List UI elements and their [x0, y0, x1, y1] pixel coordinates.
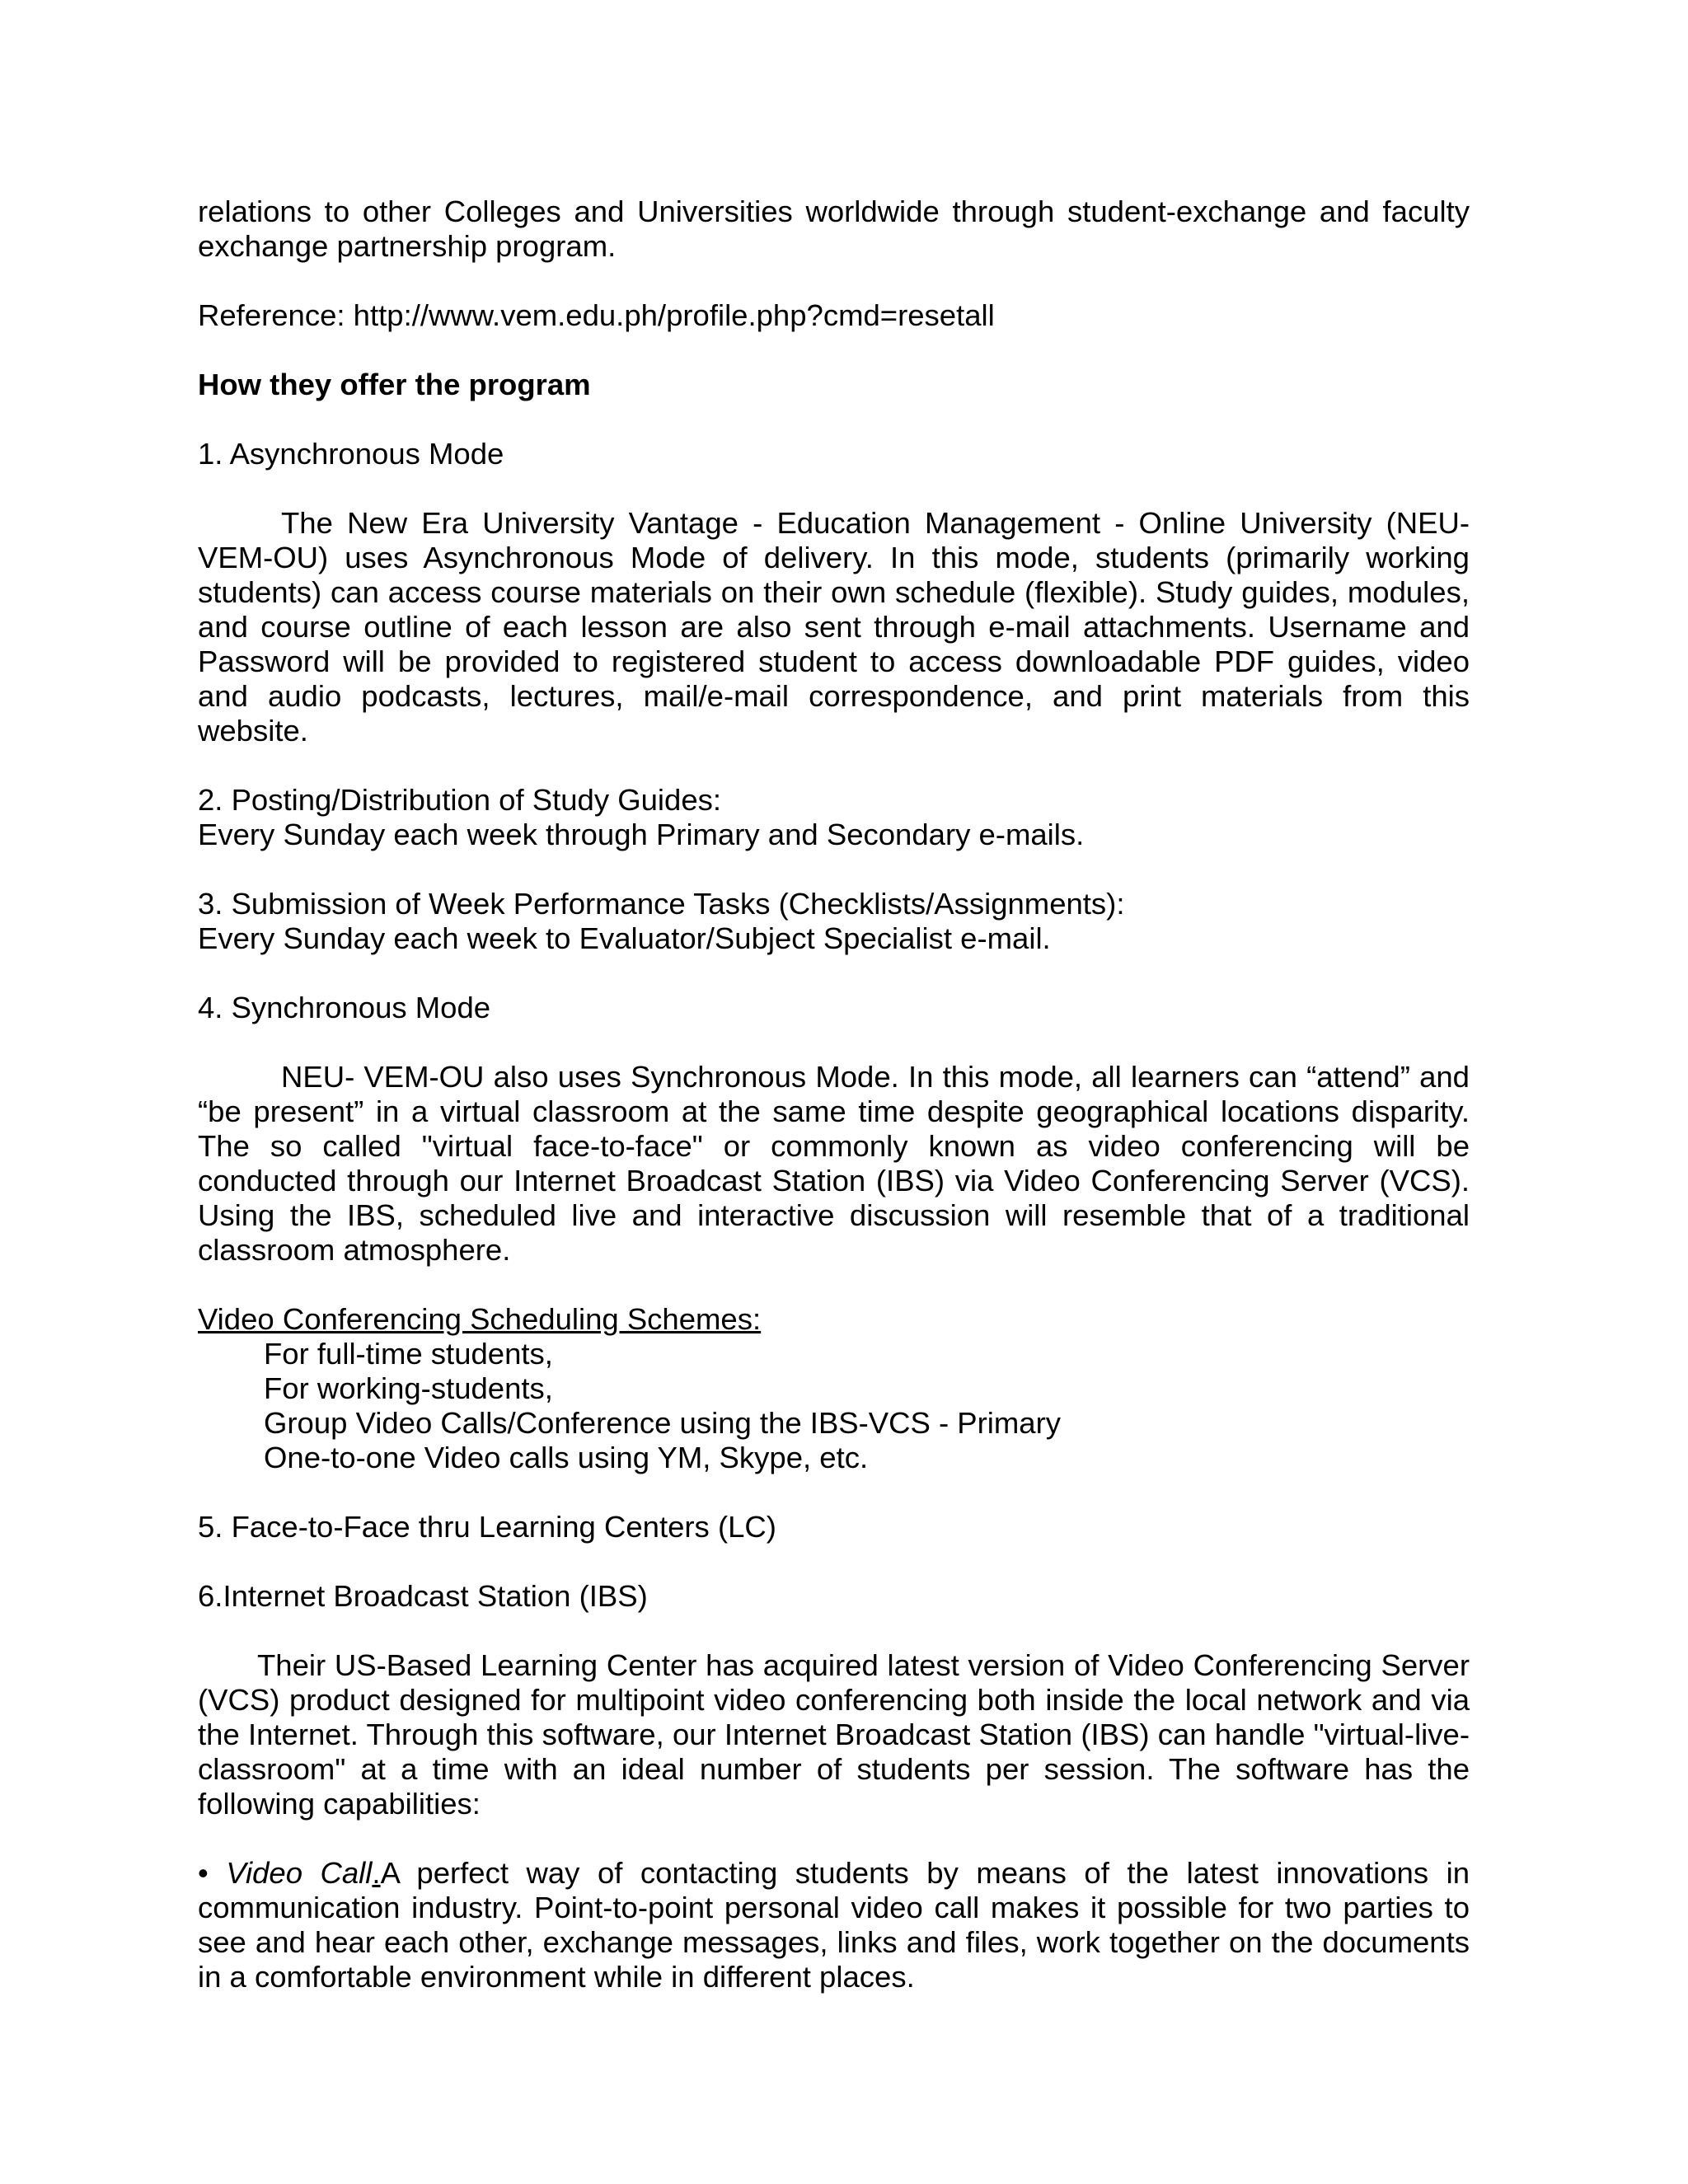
- item1-body: The New Era University Vantage - Education Management - Online University (NEU-VEM-OU) uses Asynchronous Mode of delivery. In this mode, students (primarily working students) can access course materials on their own schedule (flexible). Study guides, modules, and course outline of each lesson are also sent through e-mail attachments. Username and Password will be provided to registered student to access downloadable PDF guides, video and audio podcasts, lectures, mail/e-mail correspondence, and print materials from this website.: [198, 506, 1470, 748]
- item6-body: Their US-Based Learning Center has acquired latest version of Video Conferencing Server (VCS) product designed for multipoint video conferencing both inside the local network and via the Internet. Through this software, our Internet Broadcast Station (IBS) can handle "virtual-live-classroom" at a time with an ideal number of students per session. The software has the following capabilities:: [198, 1648, 1470, 1821]
- item4-body: NEU- VEM-OU also uses Synchronous Mode. In this mode, all learners can “attend” and “be present” in a virtual classroom at the same time despite geographical locations disparity. The so called "virtual face-to-face" or commonly known as video conferencing will be conducted through our Internet Broadcast Station (IBS) via Video Conferencing Server (VCS). Using the IBS, scheduled live and interactive discussion will resemble that of a traditional classroom atmosphere.: [198, 1060, 1470, 1267]
- bullet-term: Video Call: [226, 1856, 373, 1890]
- schedule-list: [198, 1337, 1470, 1475]
- bullet-marker: •: [198, 1856, 209, 1890]
- reference-line: Reference: http://www.vem.edu.ph/profile.php?cmd=resetall: [198, 298, 995, 332]
- item1-heading: 1. Asynchronous Mode: [198, 437, 504, 471]
- schedule-item: One-to-one Video calls using YM, Skype, etc.: [264, 1441, 869, 1474]
- item3-heading: 3. Submission of Week Performance Tasks (Checklists/Assignments):: [198, 887, 1125, 921]
- item6-heading: 6.Internet Broadcast Station (IBS): [198, 1579, 648, 1613]
- schedule-heading: Video Conferencing Scheduling Schemes:: [198, 1302, 762, 1336]
- item2-body: Every Sunday each week through Primary and Secondary e-mails.: [198, 818, 1085, 851]
- bullet-text: A perfect way of contacting students by means of the latest innovations in communication industry. Point-to-point personal video call makes it possible for two parties to see and hear each other, exchange messages, links and files, work together on the documents in a comfortable environment while in different places.: [198, 1856, 1470, 1994]
- item3-body: Every Sunday each week to Evaluator/Subject Specialist e-mail.: [198, 921, 1051, 955]
- bullet-term-punct: .: [372, 1856, 381, 1890]
- document-page: [198, 194, 1470, 1994]
- schedule-item: For working-students,: [264, 1371, 553, 1405]
- item2-heading: 2. Posting/Distribution of Study Guides:: [198, 783, 722, 817]
- schedule-item: For full-time students,: [264, 1337, 553, 1371]
- section-heading: How they offer the program: [198, 368, 591, 401]
- schedule-item: Group Video Calls/Conference using the IBS-VCS - Primary: [264, 1406, 1062, 1440]
- video-call-bullet: [198, 1856, 1470, 1994]
- item4-heading: 4. Synchronous Mode: [198, 991, 491, 1024]
- item5-heading: 5. Face-to-Face thru Learning Centers (LC): [198, 1510, 776, 1544]
- intro-continuation: relations to other Colleges and Universities worldwide through student-exchange and faculty exchange partnership program.: [198, 194, 1470, 263]
